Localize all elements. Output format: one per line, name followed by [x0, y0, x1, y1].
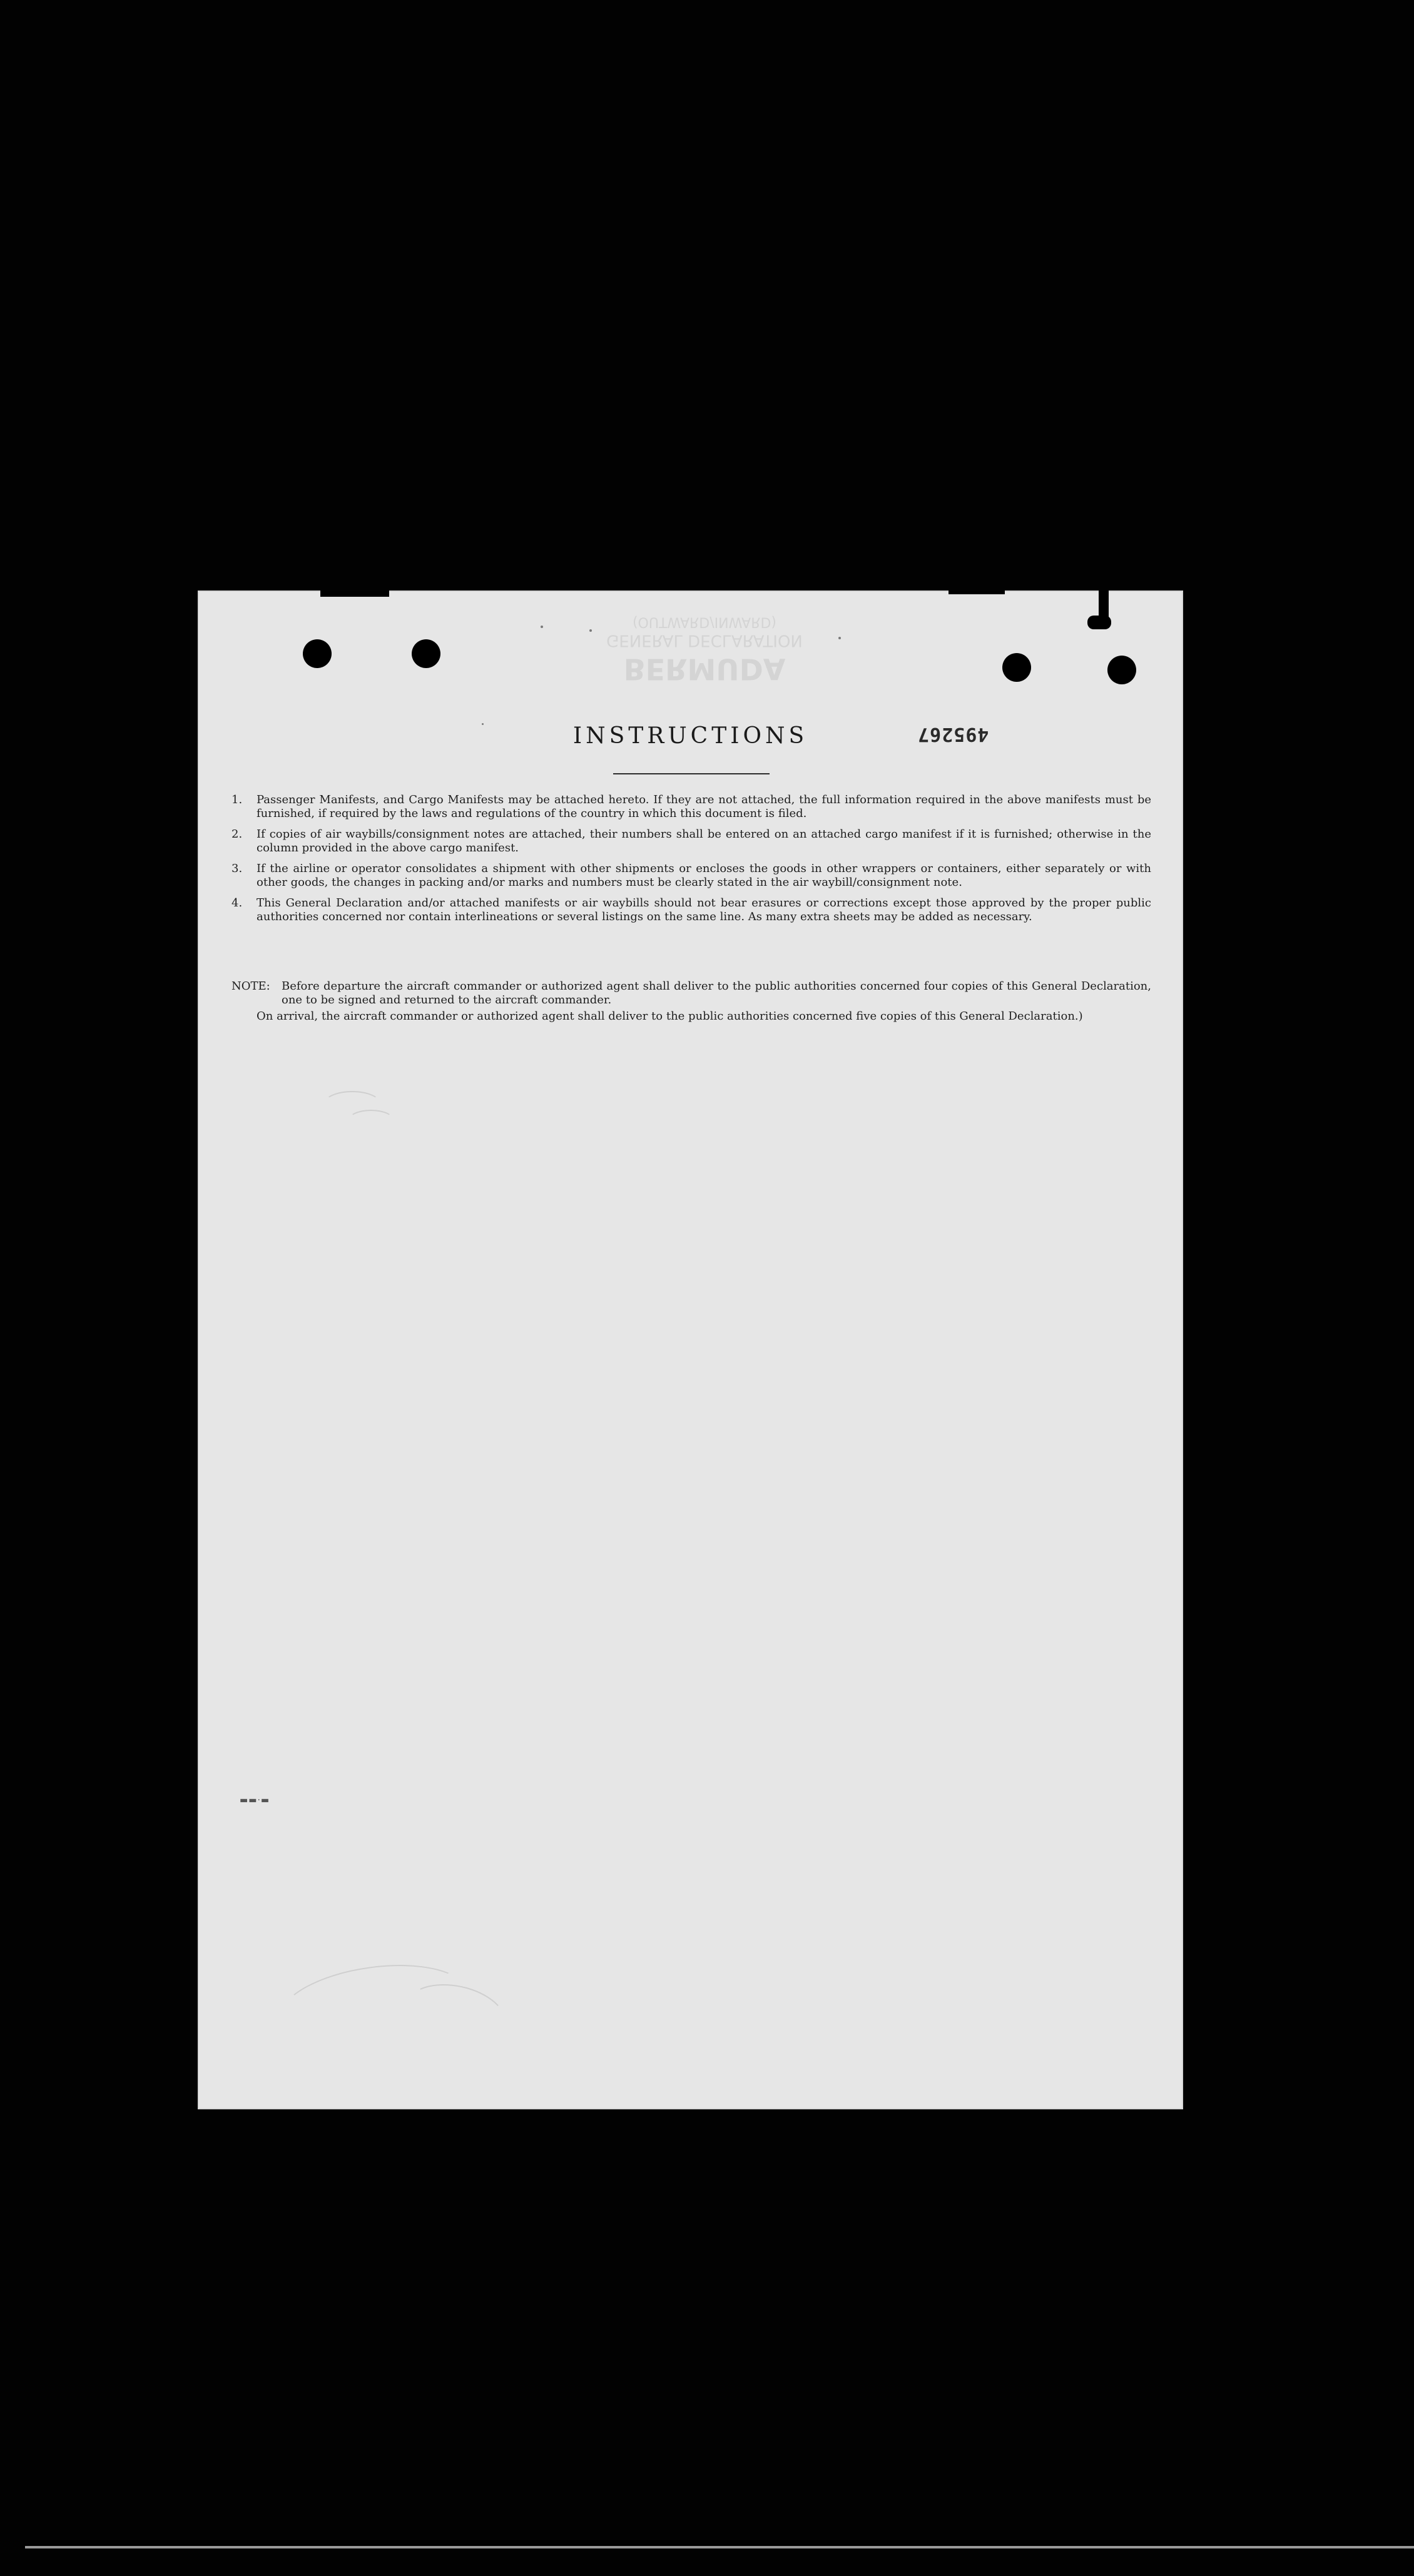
dust-speck: [482, 723, 484, 725]
punch-hole: [412, 639, 440, 668]
dust-speck: [838, 637, 841, 639]
instruction-text: Passenger Manifests, and Cargo Manifests may be attached hereto. If they are not attached, the full information required in the above manifests must be furnished, if required by the laws and regulations of the country in which this document is filed.: [257, 793, 1151, 820]
bleed-through-direction: (OUTWARD/INWARD): [632, 614, 777, 630]
instruction-text: If copies of air waybills/consignment notes are attached, their numbers shall be entered on an attached cargo manifest if it is furnished; otherwise in the column provided in the above cargo manifest.: [257, 828, 1151, 854]
top-edge-tear: [949, 591, 1005, 594]
top-edge-tear: [320, 591, 389, 597]
instruction-item: [231, 896, 1151, 924]
instruction-number: 3.: [231, 862, 243, 875]
bleed-through-header: [561, 613, 848, 687]
note-label: NOTE:: [231, 980, 270, 993]
title-underline: [613, 773, 770, 774]
dust-speck: [589, 629, 592, 632]
bleed-through-subheading: GENERAL DECLARATION: [606, 631, 803, 650]
bleed-through-heading: BERMUDA: [623, 652, 786, 686]
instruction-number: 4.: [231, 896, 243, 910]
page-title: INSTRUCTIONS: [572, 723, 808, 749]
note-block: [231, 980, 1151, 1023]
punch-hole: [303, 639, 332, 668]
dust-speck: [541, 626, 543, 628]
stamp-mark: ▬▬·▬: [240, 1795, 270, 1805]
instruction-text: This General Declaration and/or attached manifests or air waybills should not bear erasures or corrections except those approved by the proper public authorities concerned nor contain interlineations or several listings on the same line. As many extra sheets may be added as necessary.: [257, 896, 1151, 923]
top-edge-tear: [1087, 616, 1111, 629]
punch-hole: [1107, 656, 1136, 684]
note-departure-text: Before departure the aircraft commander or authorized agent shall deliver to the public authorities concerned four copies of this General Declaration, one to be signed and returned to the aircraft commander.: [282, 980, 1151, 1007]
document-page: [198, 591, 1183, 2109]
instruction-number: 2.: [231, 828, 243, 841]
serial-number: 495267: [917, 723, 989, 745]
instruction-text: If the airline or operator consolidates a shipment with other shipments or encloses the goods in other wrappers or containers, either separately or with other goods, the changes in packing and/or marks and numbers must be clearly stated in the air waybill/consignment note.: [257, 862, 1151, 889]
punch-hole: [1002, 653, 1031, 682]
instruction-item: [231, 828, 1151, 855]
instruction-number: 1.: [231, 793, 243, 806]
instruction-item: [231, 862, 1151, 890]
instructions-list: [231, 793, 1151, 931]
instruction-item: [231, 793, 1151, 821]
note-arrival-text: On arrival, the aircraft commander or authorized agent shall deliver to the public authorities concerned five copies of this General Declaration.): [257, 1010, 1083, 1023]
scanner-edge-line: [25, 2546, 1414, 2548]
faint-handwriting-mark: [348, 1110, 394, 1131]
